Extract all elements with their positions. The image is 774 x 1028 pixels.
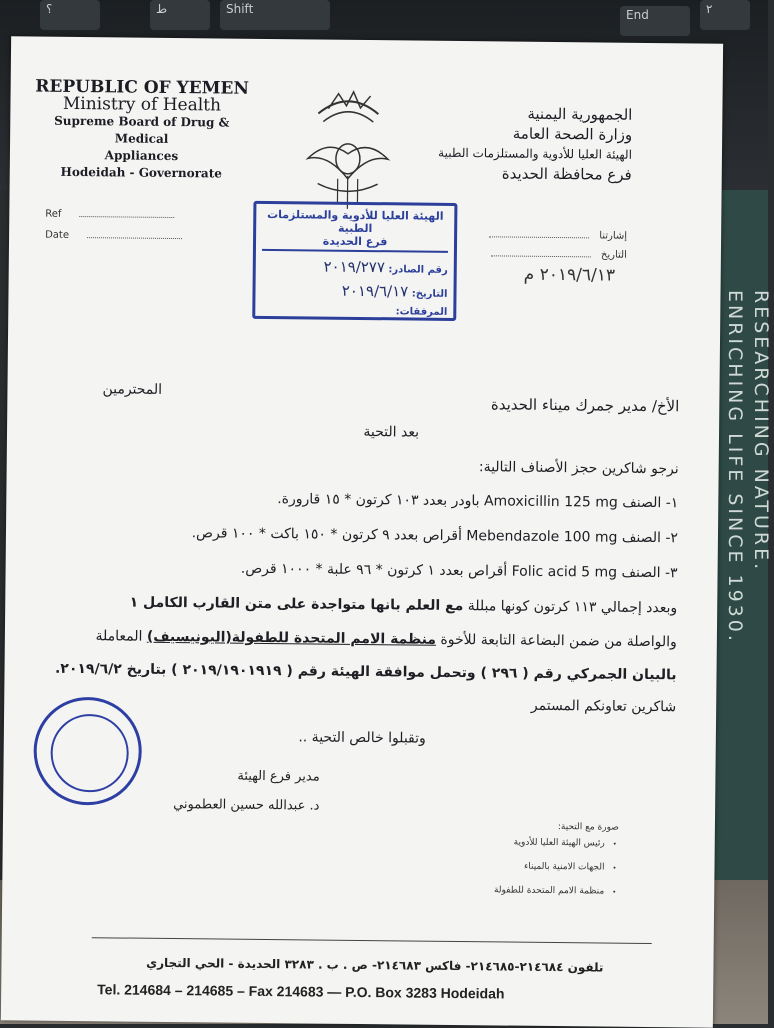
ar-letterhead-country: الجمهورية اليمنية [527,104,633,124]
paragraph-line-3: بالبيان الجمركي رقم ( ٢٩٦ ) وتحمل موافقة الهيئة رقم ( ٢٠١٩/١٩٠١٩١٩ ) بتاريخ ٢٠١٩/٦/٢. [54,660,677,684]
paragraph-line-2: والواصلة من ضمن البضاعة التابعة للأخوة منظمة الامم المتحدة للطفولة(اليونيسيف) المعاملة [95,628,677,651]
copy-recipient: • رئيس الهيئة العليا للأدوية [494,837,604,848]
addressee: الأخ/ مدير جمرك ميناء الحديدة [490,395,680,416]
official-round-stamp [33,697,142,806]
stamp-attachments: المرفقات: [395,306,448,318]
signature-block [173,768,320,814]
ar-letterhead-ministry: وزارة الصحة العامة [512,124,633,144]
date-label: Date [45,229,70,241]
signatory-name: د. عبدالله حسين العطموني [173,797,320,814]
item-3: ٣- الصنف Folic acid 5 mg أقراص بعدد ١ كرتون * ٩٦ علبة * ١٠٠٠ قرص. [240,560,678,582]
ref-blank [79,216,174,218]
footer-arabic-contact: تلفون ٢١٤٦٨٤-٢١٤٦٨٥- فاكس ٢١٤٦٨٣- ص . ب . ٣٢٨٣ الحديدة - الحي التجاري [146,955,604,975]
keyboard-key: ط [150,0,210,30]
stamp-out-number: رقم الصادر: ٢٠١٩/٢٧٧ [323,257,448,277]
ar-date-label: التاريخ [600,249,627,261]
ar-ref-label: إشارتنا [599,230,628,242]
stamp-title: الهيئة العليا للأدوية والمستلزمات الطبية فرع الحديدة [262,208,448,253]
request-line: نرجو شاكرين حجز الأصناف التالية: [478,459,679,478]
book-spine-text: RESEARCHING NATURE. ENRICHING LIFE SINCE 1930. [724,290,772,644]
ar-letterhead-board: الهيئة العليا للأدوية والمستلزمات الطبية [438,145,633,162]
letterhead-board-cont: Appliances [104,148,179,164]
greeting: بعد التحية [363,424,420,441]
signatory-title: مدير فرع الهيئة [237,768,320,785]
ref-date-fields [45,209,182,252]
closing-line: وتقبلوا خالص التحية .. [298,729,426,747]
letterhead-board: Supreme Board of Drug & Medical [54,113,230,146]
ar-date-blank [491,255,591,257]
copy-recipient: • منظمة الامم المتحدة للطفولة [494,885,604,896]
stamp-emblem-icon [50,714,129,793]
ref-label: Ref [45,208,62,220]
copy-recipient: • الجهات الامنية بالميناء [494,861,604,872]
item-2: ٢- الصنف Mebendazole 100 mg أقراص بعدد ٩ كرتون * ١٥٠ باكت * ١٠٠ قرص. [191,525,679,547]
registration-stamp [252,201,457,321]
handwritten-date: ٢٠١٩/٦/١٣ م [523,264,616,286]
keyboard-key: ؟ [40,0,100,30]
keyboard-key: ٢ [700,0,750,30]
copies-list [494,821,619,910]
paragraph-line-1: وبعدد إجمالي ١١٣ كرتون كونها مبللة مع العلم بانها متواجدة على متن القارب الكامل ١ [129,594,678,617]
ar-ref-date-fields [489,229,627,268]
item-1: ١- الصنف Amoxicillin 125 mg باودر بعدد ١٠٣ كرتون * ١٥ قارورة. [277,491,679,512]
footer-english-contact: Tel. 214684 – 214685 – Fax 214683 — P.O. Box 3283 Hodeidah [97,981,505,1002]
ar-letterhead-branch: فرع محافظة الحديدة [501,164,632,184]
ar-ref-blank [489,236,589,238]
letterhead-country: REPUBLIC OF YEMEN [35,76,250,99]
arabic-letterhead [352,102,633,185]
date-blank [87,237,182,239]
letterhead-governorate: Hodeidah - Governorate [60,164,222,181]
respected-text: المحترمين [102,381,163,398]
keyboard-key: End [620,6,690,36]
thanks-line: شاكرين تعاونكم المستمر [530,697,677,716]
letter-page [1,36,723,1027]
keyboard-key: Shift [220,0,330,30]
copies-title: صورة مع التحية: [557,822,619,833]
letterhead-ministry: Ministry of Health [62,93,222,116]
footer-divider [92,937,652,944]
english-letterhead [34,76,250,183]
stamp-date: التاريخ: ٢٠١٩/٦/١٧ [341,281,448,301]
